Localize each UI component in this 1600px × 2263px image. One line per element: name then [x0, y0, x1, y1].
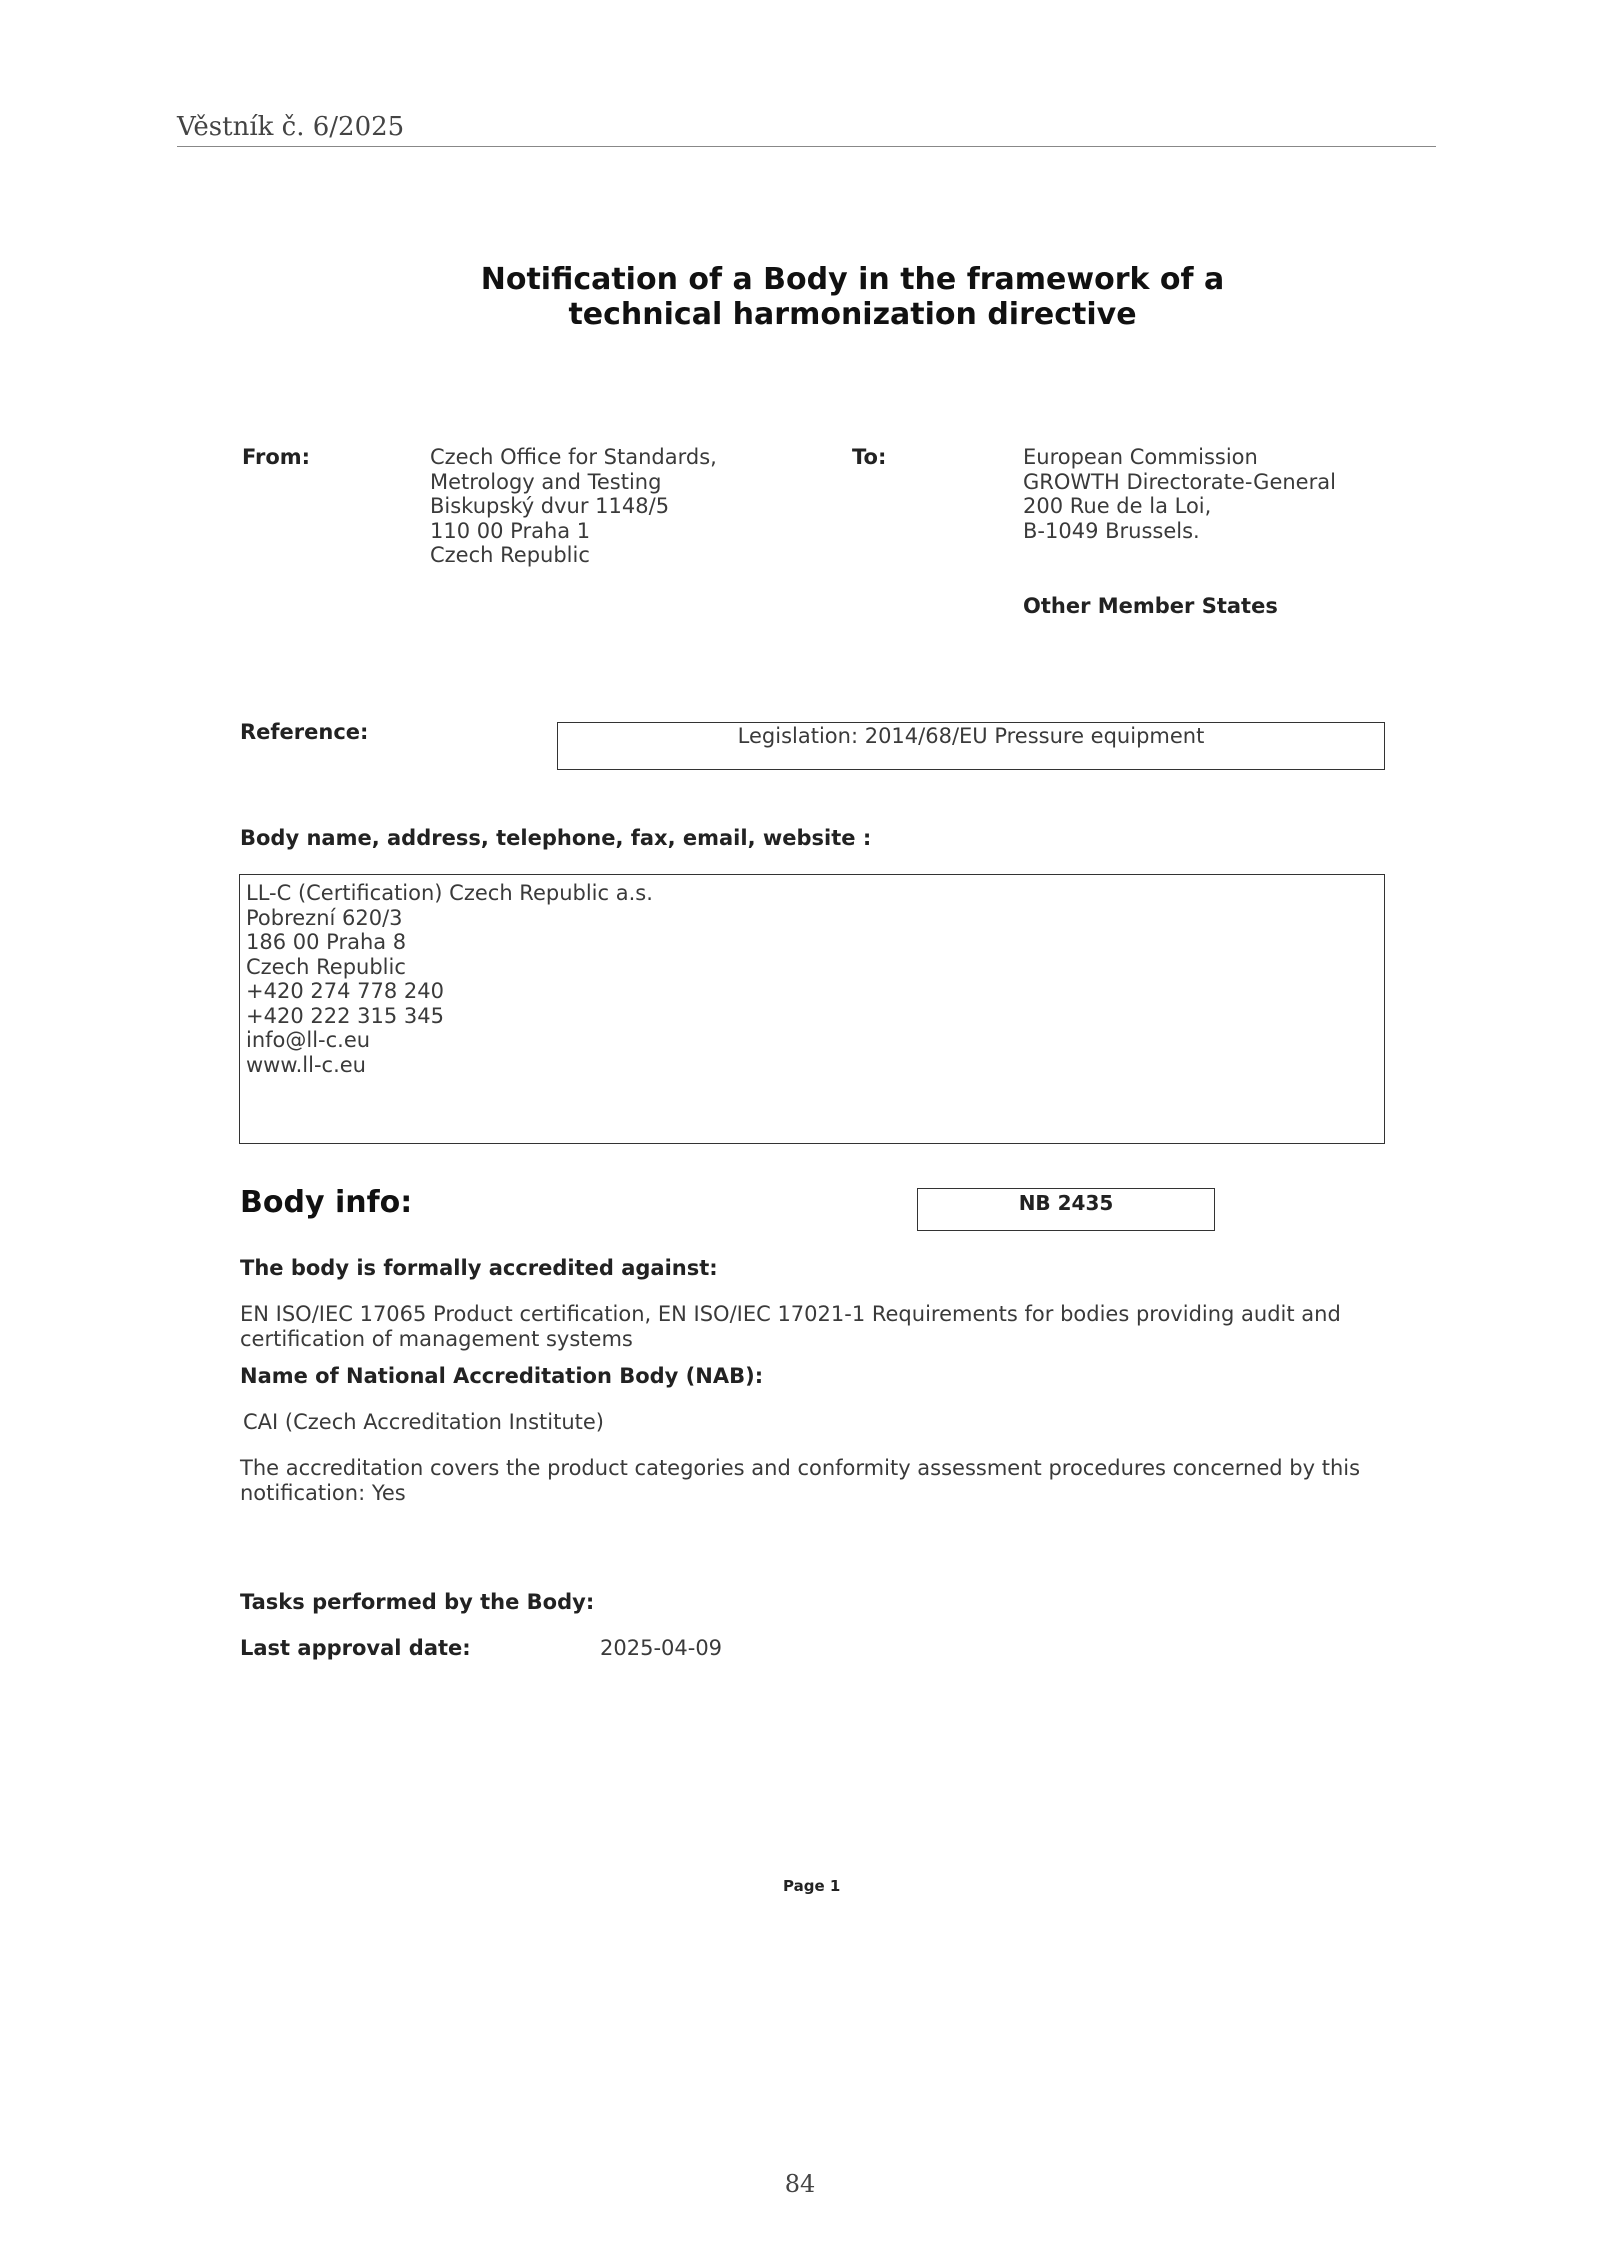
- tasks-label: Tasks performed by the Body:: [240, 1590, 595, 1614]
- coverage-text: The accreditation covers the product categories and conformity assessment procedures concerned by this notification: Yes: [240, 1456, 1361, 1505]
- to-address: European Commission GROWTH Directorate-General 200 Rue de la Loi, B-1049 Brussels.: [1023, 445, 1336, 543]
- contact-line-website: www.ll-c.eu: [246, 1052, 366, 1077]
- journal-header: Věstník č. 6/2025: [177, 112, 405, 142]
- reference-value: Legislation: 2014/68/EU Pressure equipment: [737, 724, 1205, 748]
- contact-line-city: 186 00 Praha 8: [246, 930, 407, 954]
- nab-value: CAI (Czech Accreditation Institute): [243, 1410, 604, 1434]
- approval-date: 2025-04-09: [600, 1636, 723, 1660]
- contact-line-email: info@ll-c.eu: [246, 1028, 371, 1052]
- page-number: 84: [784, 2170, 816, 2198]
- nb-number-box: [917, 1188, 1215, 1231]
- approval-label: Last approval date:: [240, 1636, 471, 1660]
- header-rule: [177, 146, 1436, 147]
- contact-line-fax: +420 222 315 345: [246, 1003, 444, 1028]
- from-label: From:: [242, 445, 311, 469]
- contact-line-name: LL-C (Certification) Czech Republic a.s.: [246, 881, 653, 905]
- reference-box: [557, 722, 1385, 770]
- document-title: Notification of a Body in the framework of a technical harmonization directive: [480, 262, 1225, 332]
- body-contact-label: Body name, address, telephone, fax, email, website :: [240, 826, 872, 850]
- nab-label: Name of National Accreditation Body (NAB):: [240, 1364, 764, 1388]
- accredited-text: EN ISO/IEC 17065 Product certification, EN ISO/IEC 17021-1 Requirements for bodies providing audit and certification of management systems: [240, 1302, 1341, 1351]
- reference-label: Reference:: [240, 720, 369, 744]
- accredited-label: The body is formally accredited against:: [240, 1256, 718, 1280]
- contact-line-street: Pobrezní 620/3: [246, 905, 403, 930]
- page-label: Page 1: [783, 1877, 841, 1895]
- from-address: Czech Office for Standards, Metrology and Testing Biskupský dvur 1148/5 110 00 Praha 1 Czech Republic: [430, 445, 717, 567]
- contact-line-phone: +420 274 778 240: [246, 979, 444, 1003]
- body-contact-box: [239, 874, 1385, 1144]
- nb-number: NB 2435: [1018, 1191, 1114, 1215]
- body-info-heading: Body info:: [240, 1185, 413, 1220]
- contact-line-country: Czech Republic: [246, 954, 406, 979]
- other-member-states: Other Member States: [1023, 594, 1278, 618]
- to-label: To:: [852, 445, 887, 469]
